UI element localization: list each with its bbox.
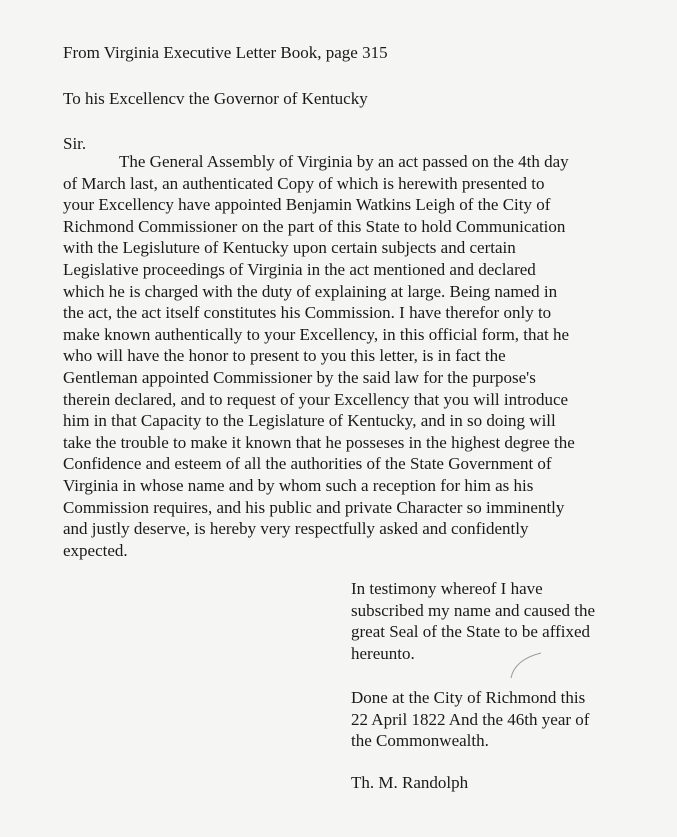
body-line: with the Legisluture of Kentucky upon certain subjects and certain — [63, 238, 516, 258]
body-line: Commission requires, and his public and private Character so imminently — [63, 497, 565, 517]
pen-mark — [505, 650, 545, 680]
testimony-clause — [351, 578, 595, 664]
body-line: take the trouble to make it known that he posseses in the highest degree the — [63, 432, 575, 452]
body-line: expected. — [63, 540, 128, 560]
body-line: and justly deserve, is hereby very respectfully asked and confidently — [63, 519, 529, 539]
testimony-line: great Seal of the State to be affixed — [351, 622, 591, 642]
testimony-line: In testimony whereof I have — [351, 579, 543, 598]
body-line: Confidence and esteem of all the authorities of the State Government of — [63, 454, 552, 474]
body-line: which he is charged with the duty of explaining at large. Being named in — [63, 281, 558, 301]
body-line: him in that Capacity to the Legislature of Kentucky, and in so doing will — [63, 411, 556, 431]
source-header: From Virginia Executive Letter Book, page 315 — [63, 43, 388, 62]
body-line: make known authentically to your Excellency, in this official form, that he — [63, 324, 570, 344]
dating-clause — [351, 687, 589, 752]
body-line: of March last, an authenticated Copy of which is herewith presented to — [63, 173, 545, 193]
body-line: The General Assembly of Virginia by an act passed on the 4th day — [119, 152, 569, 171]
signature: Th. M. Randolph — [351, 773, 469, 792]
body-line: Richmond Commissioner on the part of this State to hold Communication — [63, 216, 566, 236]
body-line: the act, the act itself constitutes his Commission. I have therefor only to — [63, 303, 552, 323]
letter-body — [63, 151, 575, 561]
dated-line: the Commonwealth. — [351, 731, 489, 751]
body-line: Virginia in whose name and by whom such a reception for him as his — [63, 475, 534, 495]
dated-line: 22 April 1822 And the 46th year of — [351, 709, 590, 729]
body-line: who will have the honor to present to you this letter, is in fact the — [63, 346, 506, 366]
testimony-line: subscribed my name and caused the — [351, 600, 596, 620]
body-line: Legislative proceedings of Virginia in the act mentioned and declared — [63, 259, 536, 279]
dated-line: Done at the City of Richmond this — [351, 688, 586, 707]
salutation: Sir. — [63, 134, 87, 153]
body-line: your Excellency have appointed Benjamin Watkins Leigh of the City of — [63, 195, 551, 215]
body-line: therein declared, and to request of your Excellency that you will introduce — [63, 389, 569, 409]
addressee-line: To his Excellencv the Governor of Kentucky — [63, 89, 368, 108]
body-line: Gentleman appointed Commissioner by the said law for the purpose's — [63, 367, 536, 387]
testimony-line: hereunto. — [351, 643, 415, 663]
